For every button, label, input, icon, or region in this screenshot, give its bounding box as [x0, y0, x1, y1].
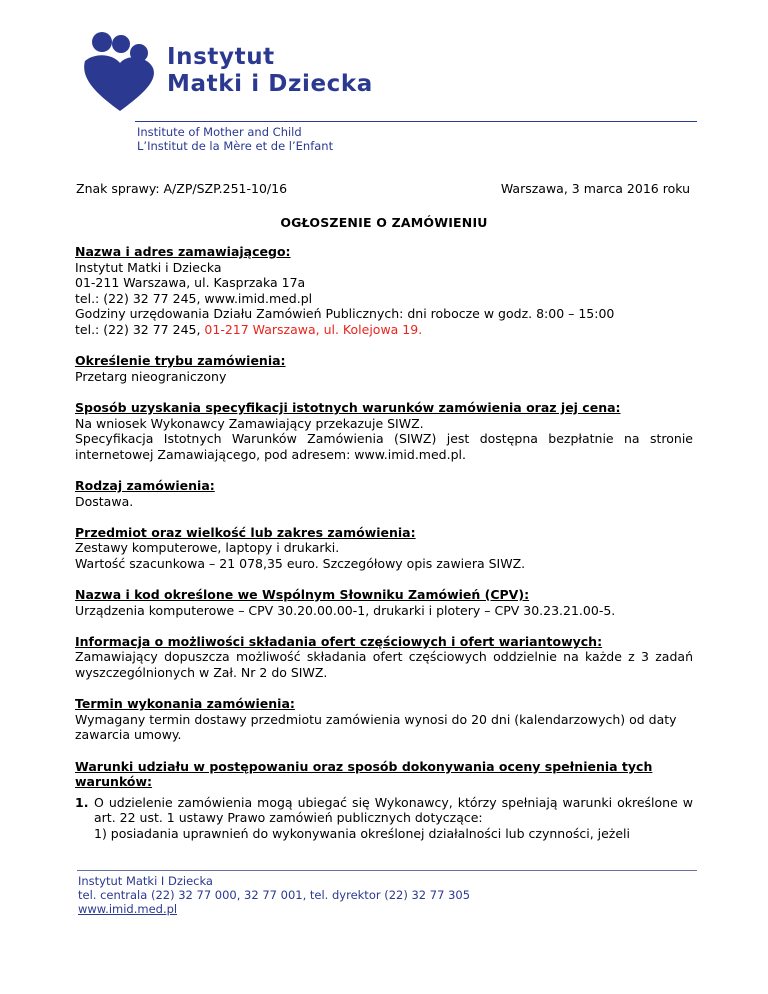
section-heading: Informacja o możliwości składania ofert częściowych i ofert wariantowych:: [75, 633, 603, 649]
subtitle-english: Institute of Mother and Child: [137, 125, 302, 139]
section-text: zawarcia umowy.: [75, 727, 182, 743]
section-cpv: [75, 587, 693, 618]
address-line: [75, 322, 693, 338]
section-deadline: [75, 696, 693, 743]
section-heading: Nazwa i adres zamawiającego:: [75, 244, 291, 259]
section-text: Przetarg nieograniczony: [75, 368, 227, 384]
office-address-highlight: 01-217 Warszawa, ul. Kolejowa 19.: [204, 321, 423, 337]
list-item: [75, 795, 693, 842]
address-line: Instytut Matki i Dziecka: [75, 259, 222, 275]
section-heading: Nazwa i kod określone we Wspólnym Słowniku Zamówień (CPV):: [75, 587, 530, 603]
footer-phones: tel. centrala (22) 32 77 000, 32 77 001, tel. dyrektor (22) 32 77 305: [78, 888, 471, 902]
institute-logo-icon: [82, 31, 158, 113]
footer-website-link[interactable]: www.imid.med.pl: [78, 902, 178, 916]
section-text: Dostawa.: [75, 493, 134, 509]
section-heading: Termin wykonania zamówienia:: [75, 696, 295, 712]
logo-line-2: Matki i Dziecka: [167, 71, 373, 97]
case-number: Znak sprawy: A/ZP/SZP.251-10/16: [76, 181, 288, 196]
section-order-type: [75, 478, 693, 509]
list-item-body: [94, 795, 693, 842]
address-line: Godziny urzędowania Działu Zamówień Publicznych: dni robocze w godz. 8:00 – 15:00: [75, 306, 615, 322]
footer-divider: [77, 870, 697, 871]
address-line: 01-211 Warszawa, ul. Kasprzaka 17a: [75, 275, 306, 291]
section-text: Wartość szacunkowa – 21 078,35 euro. Szczegółowy opis zawiera SIWZ.: [75, 555, 526, 571]
list-item-number: 1.: [75, 794, 89, 810]
header-divider: [135, 121, 697, 122]
subtitle-french: L’Institut de la Mère et de l’Enfant: [137, 139, 334, 153]
section-partial-offers: [75, 634, 693, 681]
section-paragraph: Zamawiający dopuszcza możliwość składania ofert częściowych oddzielnie na każde z 3 zadań wyszczególnionych w Zał. Nr 2 do SIWZ.: [75, 649, 693, 681]
section-heading: Określenie trybu zamówienia:: [75, 353, 286, 369]
section-heading: Rodzaj zamówienia:: [75, 477, 215, 493]
list-item-text: O udzielenie zamówienia mogą ubiegać się Wykonawcy, którzy spełniają warunki określone w art. 22 ust. 1 ustawy Prawo zamówień publicznych dotyczące:: [94, 794, 693, 826]
institute-logo-text: [167, 44, 373, 98]
page-footer: [78, 874, 470, 916]
logo-line-1: Instytut: [167, 44, 275, 70]
document-title: OGŁOSZENIE O ZAMÓWIENIU: [280, 215, 488, 230]
section-heading: Sposób uzyskania specyfikacji istotnych warunków zamówienia oraz jej cena:: [75, 399, 621, 415]
section-contracting-authority: [75, 244, 693, 338]
section-heading: Warunki udziału w postępowaniu oraz sposób dokonywania oceny spełnienia tych: [75, 758, 653, 774]
section-text: Na wniosek Wykonawcy Zamawiający przekazuje SIWZ.: [75, 415, 424, 431]
section-text: Urządzenia komputerowe – CPV 30.20.00.00-1, drukarki i plotery – CPV 30.23.21.00-5.: [75, 602, 616, 618]
section-participation-conditions: [75, 759, 693, 842]
footer-institute-name: Instytut Matki I Dziecka: [78, 874, 213, 888]
section-subject: [75, 525, 693, 572]
section-text: Zestawy komputerowe, laptopy i drukarki.: [75, 540, 340, 556]
document-body: [75, 244, 693, 857]
address-line: tel.: (22) 32 77 245, www.imid.med.pl: [75, 290, 313, 306]
phone-text: tel.: (22) 32 77 245,: [75, 321, 205, 337]
section-heading: Przedmiot oraz wielkość lub zakres zamówienia:: [75, 524, 416, 540]
section-text: Wymagany termin dostawy przedmiotu zamówienia wynosi do 20 dni (kalendarzowych) od daty: [75, 711, 677, 727]
section-paragraph: Specyfikacja Istotnych Warunków Zamówienia (SIWZ) jest dostępna bezpłatnie na stronie internetowej Zamawiającego, pod adresem: www.imid.med.pl.: [75, 431, 693, 462]
section-heading-continued: warunków:: [75, 774, 153, 790]
sub-item-text: 1) posiadania uprawnień do wykonywania określonej działalności lub czynności, jeżeli: [94, 825, 631, 841]
institute-subtitle: [137, 125, 333, 153]
section-siwz: [75, 400, 693, 462]
section-procedure-mode: [75, 353, 693, 384]
document-date: Warszawa, 3 marca 2016 roku: [500, 181, 690, 196]
